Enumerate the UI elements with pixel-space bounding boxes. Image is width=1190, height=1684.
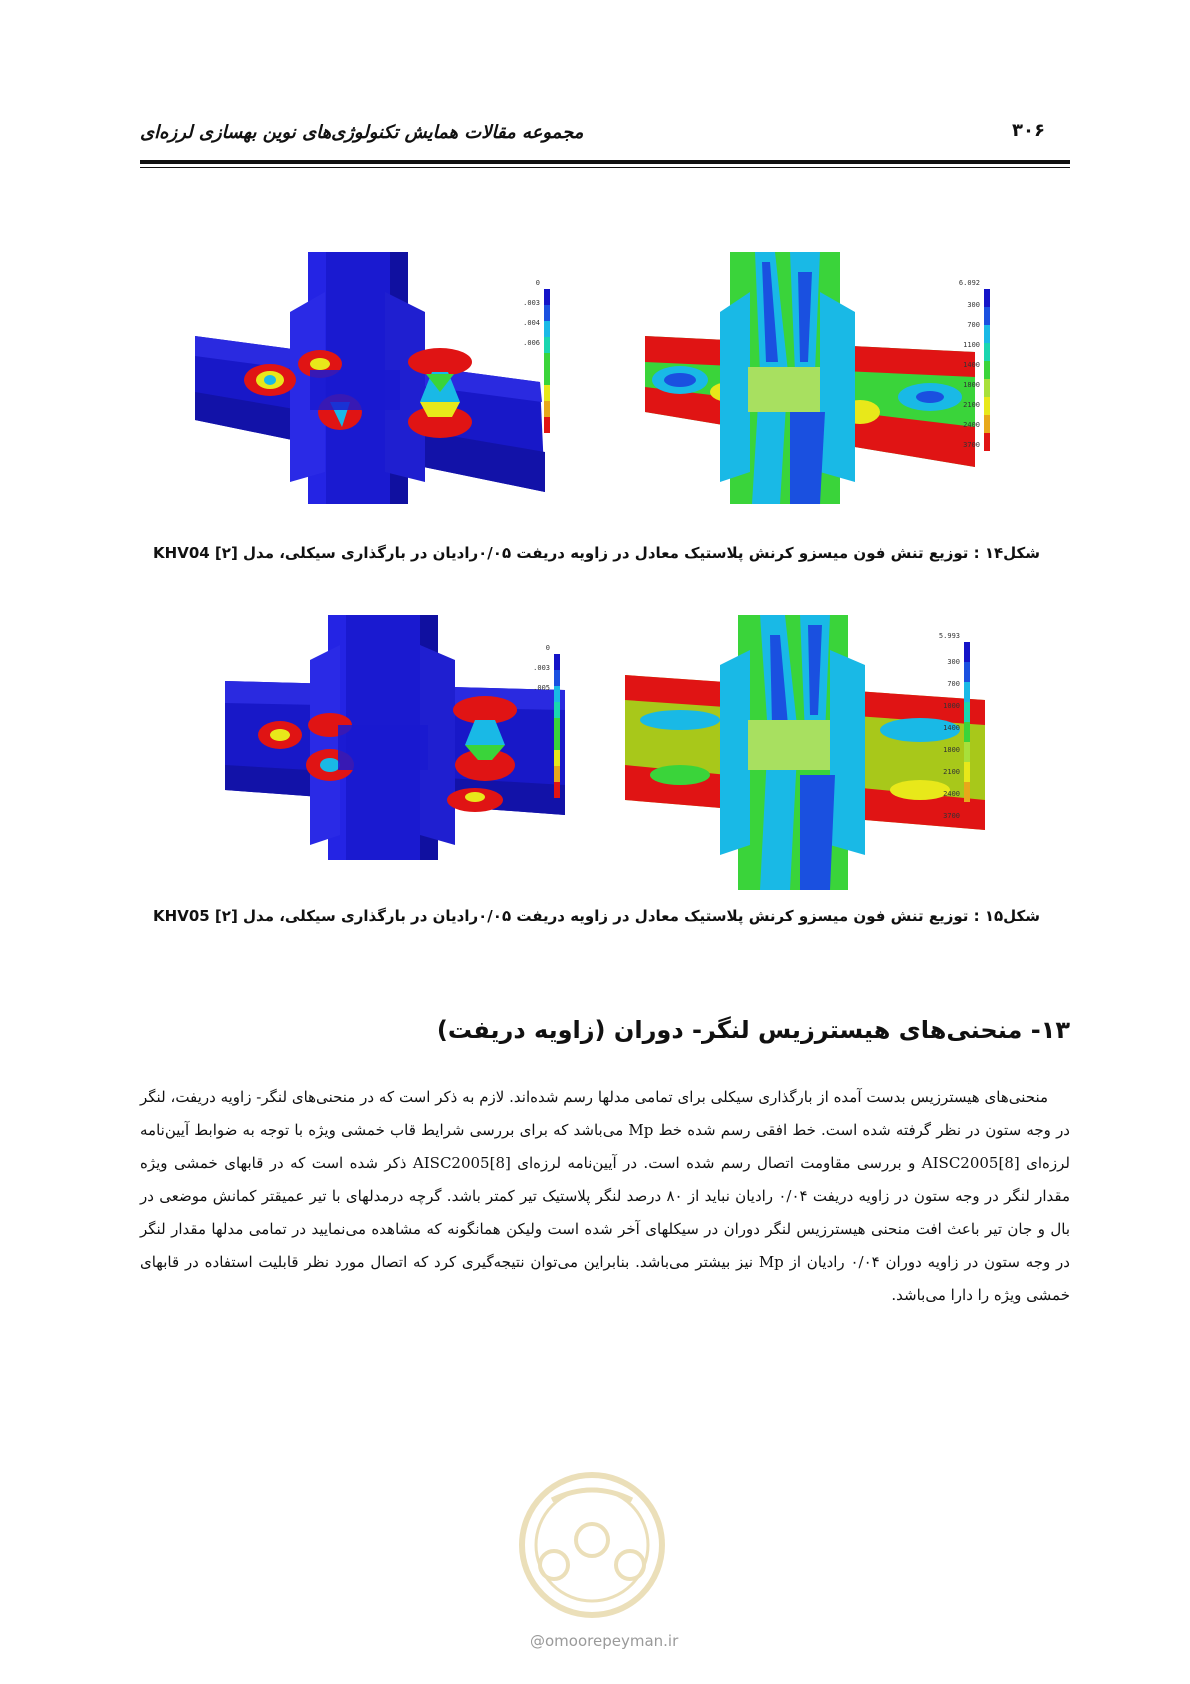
figure-15-caption: شکل۱۵ : توزیع تنش فون میسزو کرنش پلاستیک معادل در زاویه دریفت ۰/۰۵رادیان در بارگذاری سیکلی، مدل KHV05 [۲] (153, 907, 1040, 925)
figure-15-strain-image (220, 615, 570, 864)
figure-14-stress-legend (940, 275, 1010, 479)
legend-tick: .004 (523, 319, 540, 327)
watermark-logo (492, 1470, 692, 1624)
figure-14-stress-image (640, 252, 980, 508)
legend-tick: 1100 (963, 341, 980, 349)
journal-title: مجموعه مقالات همایش تکنولوژی‌های نوین بهسازی لرزه‌ای (140, 122, 584, 143)
header-rule-thin (140, 167, 1070, 168)
legend-tick: 1000 (943, 702, 960, 710)
legend-tick: 700 (947, 680, 960, 688)
legend-tick: 2400 (963, 421, 980, 429)
legend-tick: 3700 (943, 812, 960, 820)
figure-14-strain-image (190, 252, 550, 508)
footer-website: @omoorepeyman.ir (530, 1632, 679, 1650)
legend-tick: 2400 (943, 790, 960, 798)
legend-tick: 1400 (963, 361, 980, 369)
paragraph-text: منحنی‌های هیسترزیس بدست آمده از بارگذاری سیکلی برای تمامی مدلها رسم شده‌اند. لازم به ذکر است که در منحنی‌های لنگر- زاویه دریفت، لنگر در وجه ستون در نظر گرفته شده است. خط افقی رسم شده خط Mp می‌باشد که برای بررسی شرایط قاب خمشی ویژه با توجه به ضوابط آیین‌نامه لرزه‌ای AISC2005[8] و بررسی مقاومت اتصال رسم شده است. در آیین‌نامه لرزه‌ای AISC2005[8] ذکر شده است که در قابهای خمشی ویژه مقدار لنگر در وجه ستون در زاویه دریفت ۰/۰۴ رادیان نباید از ۸۰ درصد لنگر پلاستیک تیر کمتر باشد. گرچه درمدلهای با تیر عمیقتر کمانش موضعی در بال و جان تیر باعث افت منحنی هیسترزیس لنگر دوران در سیکلهای آخر شده است ولیکن همانگونه که مشاهده می‌نمایید در تمامی مدلها مقدار لنگر در وجه ستون در زاویه دوران ۰/۰۴ رادیان از Mp نیز بیشتر می‌باشد. بنابراین می‌توان نتیجه‌گیری کرد که اتصال مورد نظر قابلیت استفاده در قابهای خمشی ویژه را دارا می‌باشد. (140, 1088, 1071, 1304)
legend-tick: 300 (967, 301, 980, 309)
header-rule (140, 160, 1070, 164)
legend-tick: .006 (523, 339, 540, 347)
legend-tick: .003 (533, 664, 550, 672)
legend-tick: 3700 (963, 441, 980, 449)
section-heading: ۱۳- منحنی‌های هیسترزیس لنگر- دوران (زاویه دریفت) (436, 1016, 1070, 1044)
page-number: ۳۰۶ (1012, 120, 1045, 141)
legend-tick: 1400 (943, 724, 960, 732)
legend-tick: .003 (523, 299, 540, 307)
section-paragraph (140, 1081, 1070, 1312)
legend-tick: 5.993 (938, 632, 960, 640)
legend-tick: 0 (535, 279, 540, 287)
legend-tick: .005 (533, 684, 550, 692)
figure-15-strain-legend (520, 640, 580, 834)
legend-tick: 700 (967, 321, 980, 329)
figure-15-stress-legend (920, 628, 990, 847)
legend-tick: 2100 (963, 401, 980, 409)
figure-14-caption: شکل۱۴ : توزیع تنش فون میسزو کرنش پلاستیک معادل در زاویه دریفت ۰/۰۵رادیان در بارگذاری سیکلی، مدل KHV04 [۲] (153, 544, 1040, 562)
legend-tick: 1800 (943, 746, 960, 754)
legend-tick: 1800 (963, 381, 980, 389)
figure-14-strain-legend (510, 275, 570, 469)
legend-tick: 2100 (943, 768, 960, 776)
legend-tick: 0 (545, 644, 550, 652)
legend-tick: 300 (947, 658, 960, 666)
legend-tick: 6.092 (958, 279, 980, 287)
